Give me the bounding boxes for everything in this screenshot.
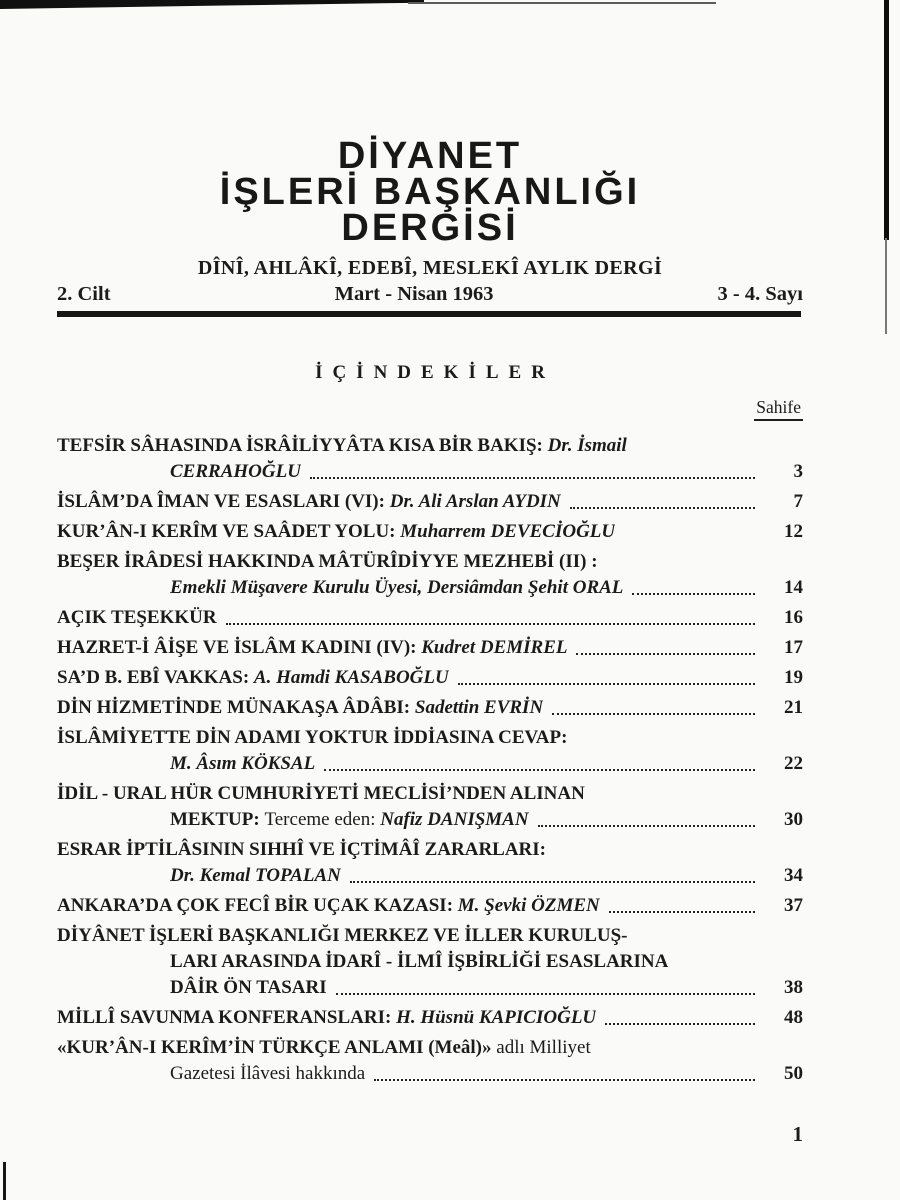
toc-line-text <box>57 725 567 751</box>
toc-line-text <box>170 975 327 1001</box>
toc-entry <box>57 1035 803 1087</box>
dot-leader <box>310 477 755 479</box>
toc-author-name: Dr. Kemal TOPALAN <box>170 865 341 886</box>
dot-leader <box>538 825 755 827</box>
toc-entry <box>57 489 803 515</box>
toc-entry <box>57 923 803 1001</box>
toc-line-text <box>57 837 546 863</box>
toc-line-text <box>57 923 628 949</box>
toc-title-text: DÂİR ÖN TASARI <box>170 977 327 998</box>
toc-author-name: M. Âsım KÖKSAL <box>170 753 316 774</box>
dot-leader <box>552 713 755 715</box>
toc-title-text: DİYÂNET İŞLERİ BAŞKANLIĞI MERKEZ VE İLLER KURULUŞ- <box>57 925 628 946</box>
toc-line <box>57 575 803 601</box>
toc-line <box>57 695 803 721</box>
magazine-title <box>57 135 803 249</box>
toc-entry <box>57 725 803 777</box>
toc-title-text: Gazetesi İlâvesi hakkında <box>170 1063 366 1084</box>
toc-line-text <box>57 893 600 919</box>
toc-line-text <box>57 519 615 545</box>
toc-page-number: 12 <box>784 521 803 542</box>
page-column-header-wrap <box>57 397 803 421</box>
toc-entry <box>57 433 803 485</box>
toc-author-name: A. Hamdi KASABOĞLU <box>253 667 449 688</box>
toc-line <box>57 725 803 751</box>
toc-page-number: 48 <box>784 1007 803 1028</box>
toc-entry <box>57 605 803 631</box>
toc-title-text: ANKARA’DA ÇOK FECÎ BİR UÇAK KAZASI: <box>57 895 458 916</box>
toc-page-number: 3 <box>793 461 803 482</box>
scan-artifact-top-line <box>408 2 716 4</box>
magazine-subtitle: DÎNÎ, AHLÂKÎ, EDEBÎ, MESLEKÎ AYLIK DERGİ <box>197 257 663 279</box>
toc-title-text: BEŞER İRÂDESİ HAKKINDA MÂTÜRÎDİYYE MEZHEBİ (II) : <box>57 551 598 572</box>
toc-author-name: Nafiz DANIŞMAN <box>380 809 529 830</box>
toc-title-text: DİN HİZMETİNDE MÜNAKAŞA ÂDÂBI: <box>57 697 415 718</box>
toc-page-number: 14 <box>784 577 803 598</box>
magazine-title-line-1: DİYANET <box>337 135 523 177</box>
dot-leader <box>336 993 755 995</box>
toc-entry <box>57 519 803 545</box>
toc-page-number: 17 <box>784 637 803 658</box>
toc-author-name: Dr. İsmail <box>547 435 627 456</box>
toc-title-text: İSLÂM’DA ÎMAN VE ESASLARI (VI): <box>57 491 390 512</box>
toc-entry <box>57 635 803 661</box>
dot-leader <box>576 653 755 655</box>
toc-title-text: adlı Milliyet <box>496 1037 591 1058</box>
toc-author-name: H. Hüsnü KAPICIOĞLU <box>396 1007 597 1028</box>
dot-leader <box>374 1079 755 1081</box>
dot-leader <box>458 683 755 685</box>
toc-line <box>57 975 803 1001</box>
toc-line <box>57 433 803 459</box>
issue-info-row <box>57 283 803 306</box>
toc-line-text <box>170 459 301 485</box>
toc-line <box>57 549 803 575</box>
toc-line-text <box>57 549 598 575</box>
toc-line-text <box>57 489 561 515</box>
toc-line-text <box>57 781 585 807</box>
toc-page-number: 22 <box>784 753 803 774</box>
toc-entry <box>57 549 803 601</box>
dot-leader <box>226 623 755 625</box>
toc-page-number: 30 <box>784 809 803 830</box>
toc-title-text: İDİL - URAL HÜR CUMHURİYETİ MECLİSİ’NDEN ALINAN <box>57 783 585 804</box>
toc-line-text <box>57 1005 596 1031</box>
dot-leader <box>570 507 755 509</box>
toc-title-text: TEFSİR SÂHASINDA İSRÂİLİYYÂTA KISA BİR BAKIŞ: <box>57 435 548 456</box>
toc-line <box>57 863 803 889</box>
toc-author-name: CERRAHOĞLU <box>170 461 301 482</box>
toc-title-text: MEKTUP: <box>170 809 265 830</box>
dot-leader <box>632 593 755 595</box>
toc-page-number: 38 <box>784 977 803 998</box>
toc-title-text: LARI ARASINDA İDARÎ - İLMÎ İŞBİRLİĞİ ESASLARINA <box>170 951 669 972</box>
page-column-header: Sahife <box>754 397 803 421</box>
toc-page-number: 16 <box>784 607 803 628</box>
folio-page-number: 1 <box>792 1122 803 1146</box>
toc-title-text: Terceme eden: <box>264 809 381 830</box>
toc-page-number: 50 <box>784 1063 803 1084</box>
issue-number: 3 - 4. Sayı <box>717 283 803 305</box>
toc-entry <box>57 1005 803 1031</box>
toc-author-name: Sadettin EVRİN <box>414 697 544 718</box>
volume-label: 2. Cilt <box>57 283 111 305</box>
toc-title-text: ESRAR İPTİLÂSININ SIHHÎ VE İÇTİMÂÎ ZARARLARI: <box>57 839 546 860</box>
toc-title-text: SA’D B. EBÎ VAKKAS: <box>57 667 254 688</box>
toc-line <box>57 1035 803 1061</box>
scan-artifact-right-line <box>884 0 889 240</box>
toc-page-number: 7 <box>793 491 803 512</box>
toc-line-text <box>57 665 449 691</box>
toc-author-name: Muharrem DEVECİOĞLU <box>400 521 616 542</box>
toc-line <box>57 665 803 691</box>
toc-title-text: AÇIK TEŞEKKÜR <box>57 607 217 628</box>
toc-line <box>57 751 803 777</box>
toc-page-number: 19 <box>784 667 803 688</box>
dot-leader <box>609 911 755 913</box>
masthead <box>57 135 803 280</box>
dot-leader <box>605 1023 755 1025</box>
toc-author-name: Emekli Müşavere Kurulu Üyesi, Dersiâmdan Şehit ORAL <box>170 577 624 598</box>
toc-line-text <box>170 807 529 833</box>
toc-line <box>57 923 803 949</box>
toc-page-number: 37 <box>784 895 803 916</box>
toc-line <box>57 1061 803 1087</box>
scan-artifact-right-line-faded <box>885 238 887 334</box>
toc-line-text <box>57 635 567 661</box>
toc-title-text: HAZRET-İ ÂİŞE VE İSLÂM KADINI (IV): <box>57 637 422 658</box>
toc-line-text <box>170 949 668 975</box>
dot-leader <box>350 881 755 883</box>
toc-page-number: 34 <box>784 865 803 886</box>
toc-line-text <box>170 1061 365 1087</box>
toc-line-text <box>170 751 315 777</box>
toc-title-text: İSLÂMİYETTE DİN ADAMI YOKTUR İDDİASINA CEVAP: <box>57 727 568 748</box>
toc-entry <box>57 781 803 833</box>
toc-line-text <box>57 605 217 631</box>
toc-line <box>57 781 803 807</box>
toc-heading: İÇİNDEKİLER <box>315 362 555 383</box>
toc-line <box>57 635 803 661</box>
toc-line <box>57 893 803 919</box>
toc-title-text: «KUR’ÂN-I KERÎM’İN TÜRKÇE ANLAMI (Meâl)» <box>57 1037 497 1058</box>
toc-author-name: M. Şevki ÖZMEN <box>457 895 600 916</box>
toc-line <box>57 489 803 515</box>
toc-line <box>57 1005 803 1031</box>
toc-line <box>57 459 803 485</box>
double-rule-divider <box>57 311 801 317</box>
toc-title-text: KUR’ÂN-I KERÎM VE SAÂDET YOLU: <box>57 521 401 542</box>
toc-page-number: 21 <box>784 697 803 718</box>
toc-entries <box>57 433 803 1091</box>
toc-title-text: MİLLÎ SAVUNMA KONFERANSLARI: <box>57 1007 397 1028</box>
magazine-title-line-2: İŞLERİ BAŞKANLIĞI <box>219 171 641 213</box>
magazine-title-line-3: DERGİSİ <box>341 207 519 249</box>
toc-line-text <box>57 433 627 459</box>
toc-line-text <box>57 1035 591 1061</box>
toc-author-name: Dr. Ali Arslan AYDIN <box>389 491 561 512</box>
toc-author-name: Kudret DEMİREL <box>421 637 568 658</box>
toc-line <box>57 807 803 833</box>
toc-line-text <box>57 695 543 721</box>
toc-entry <box>57 837 803 889</box>
toc-entry <box>57 665 803 691</box>
toc-line-text <box>170 863 341 889</box>
dot-leader <box>324 769 755 771</box>
toc-line <box>57 519 803 545</box>
scan-artifact-top-bar <box>0 0 424 9</box>
toc-line <box>57 837 803 863</box>
scan-artifact-bottom-left-line <box>3 1162 6 1200</box>
toc-entry <box>57 695 803 721</box>
toc-line <box>57 605 803 631</box>
toc-line-text <box>170 575 623 601</box>
issue-date: Mart - Nisan 1963 <box>334 283 494 305</box>
toc-line <box>57 949 803 975</box>
toc-entry <box>57 893 803 919</box>
